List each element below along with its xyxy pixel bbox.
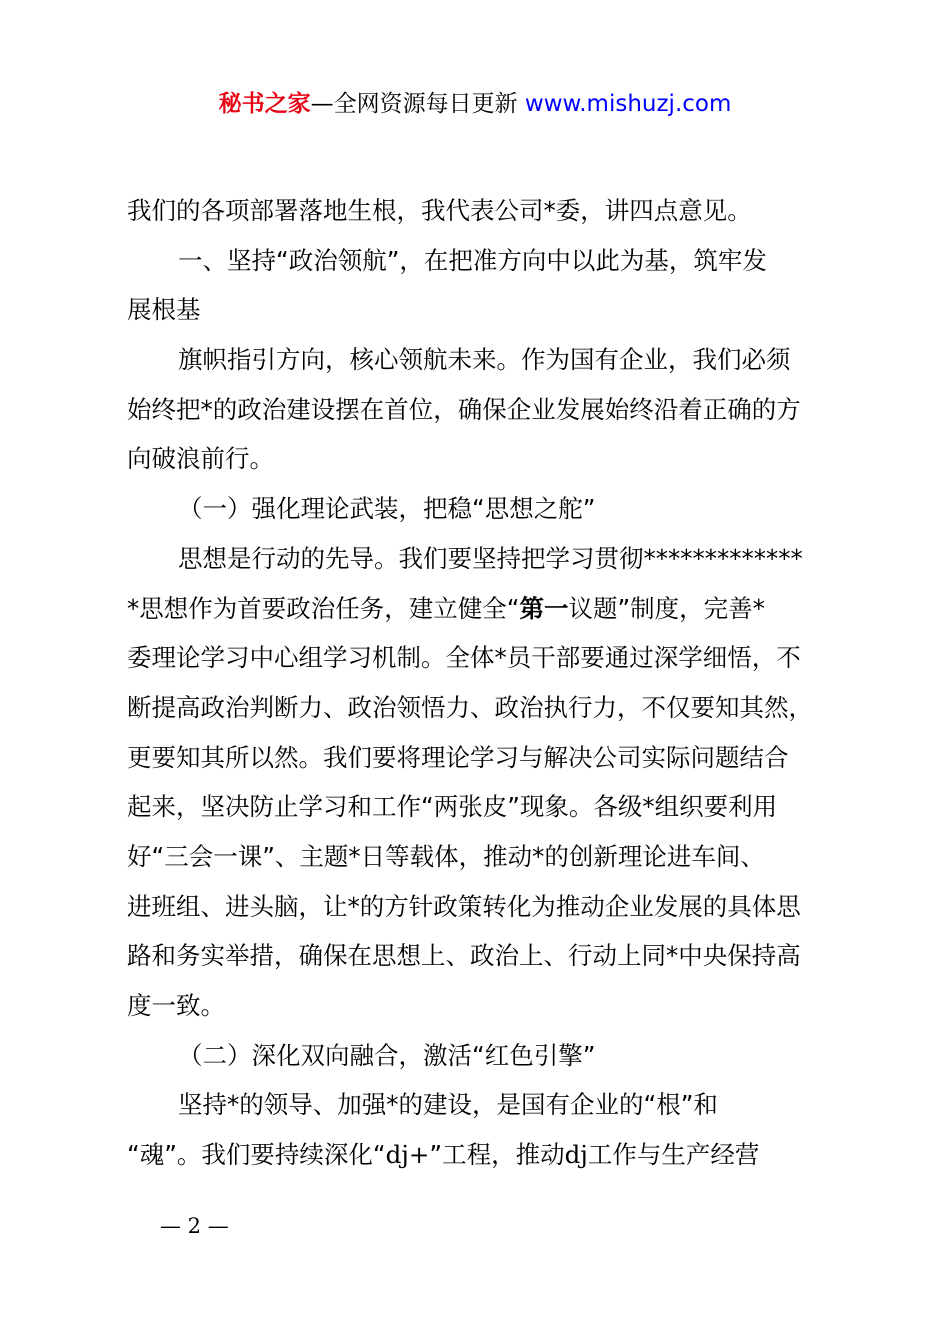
site-header [0,88,950,120]
text-line: 断提高政治判断力、政治领悟力、政治执行力，不仅要知其然， [127,692,813,722]
text-segment: 议题”制度，完善* [568,593,765,623]
text-line [127,1130,833,1180]
site-link[interactable]: www.mishuzj.com [524,91,732,117]
document-body [127,186,833,1180]
text-line: 进班组、进头脑，让*的方针政策转化为推动企业发展的具体思 [127,891,801,921]
header-tagline: —全网资源每日更新 [310,91,518,117]
brand-name: 秘书之家 [218,91,311,117]
latin-text: dj+ [385,1140,430,1170]
text-segment: ”工程，推动 [429,1140,565,1170]
text-line [127,584,833,634]
bold-text: 第一 [519,593,569,623]
section-heading-continued: 展根基 [127,295,201,325]
text-segment: 工作与生产经营 [587,1140,760,1170]
text-line: 路和务实举措，确保在思想上、政治上、行动上同*中央保持高 [127,941,801,971]
latin-text: dj [564,1140,588,1170]
text-line: 度一致。 [127,991,225,1020]
text-line: 我们的各项部署落地生根，我代表公司*委，讲四点意见。 [127,196,752,225]
text-segment: *思想作为首要政治任务，建立健全“ [127,593,520,623]
text-line: 坚持*的领导、加强*的建设，是国有企业的“根”和 [178,1090,718,1120]
section-heading: 一、坚持“政治领航”，在把准方向中以此为基，筑牢发 [178,245,767,275]
text-line: 好“三会一课”、主题*日等载体，推动*的创新理论进车间、 [127,841,765,871]
text-line: 向破浪前行。 [127,444,274,474]
subsection-heading: （二）深化双向融合，激活“红色引擎” [178,1040,596,1070]
text-line: 始终把*的政治建设摆在首位，确保企业发展始终沿着正确的方 [127,394,801,424]
text-line: 旗帜指引方向，核心领航未来。作为国有企业，我们必须 [178,345,791,375]
text-line: 更要知其所以然。我们要将理论学习与解决公司实际问题结合 [127,742,789,772]
text-segment: “魂”。我们要持续深化“ [127,1140,386,1170]
text-line: 起来，坚决防止学习和工作“两张皮”现象。各级*组织要利用 [127,792,778,822]
text-line: 委理论学习中心组学习机制。全体*员干部要通过深学细悟，不 [127,643,801,673]
subsection-heading: （一）强化理论武装，把稳“思想之舵” [178,494,596,524]
page-number: — 2 — [160,1214,229,1238]
text-line: 思想是行动的先导。我们要坚持把学习贯彻************* [178,543,803,573]
